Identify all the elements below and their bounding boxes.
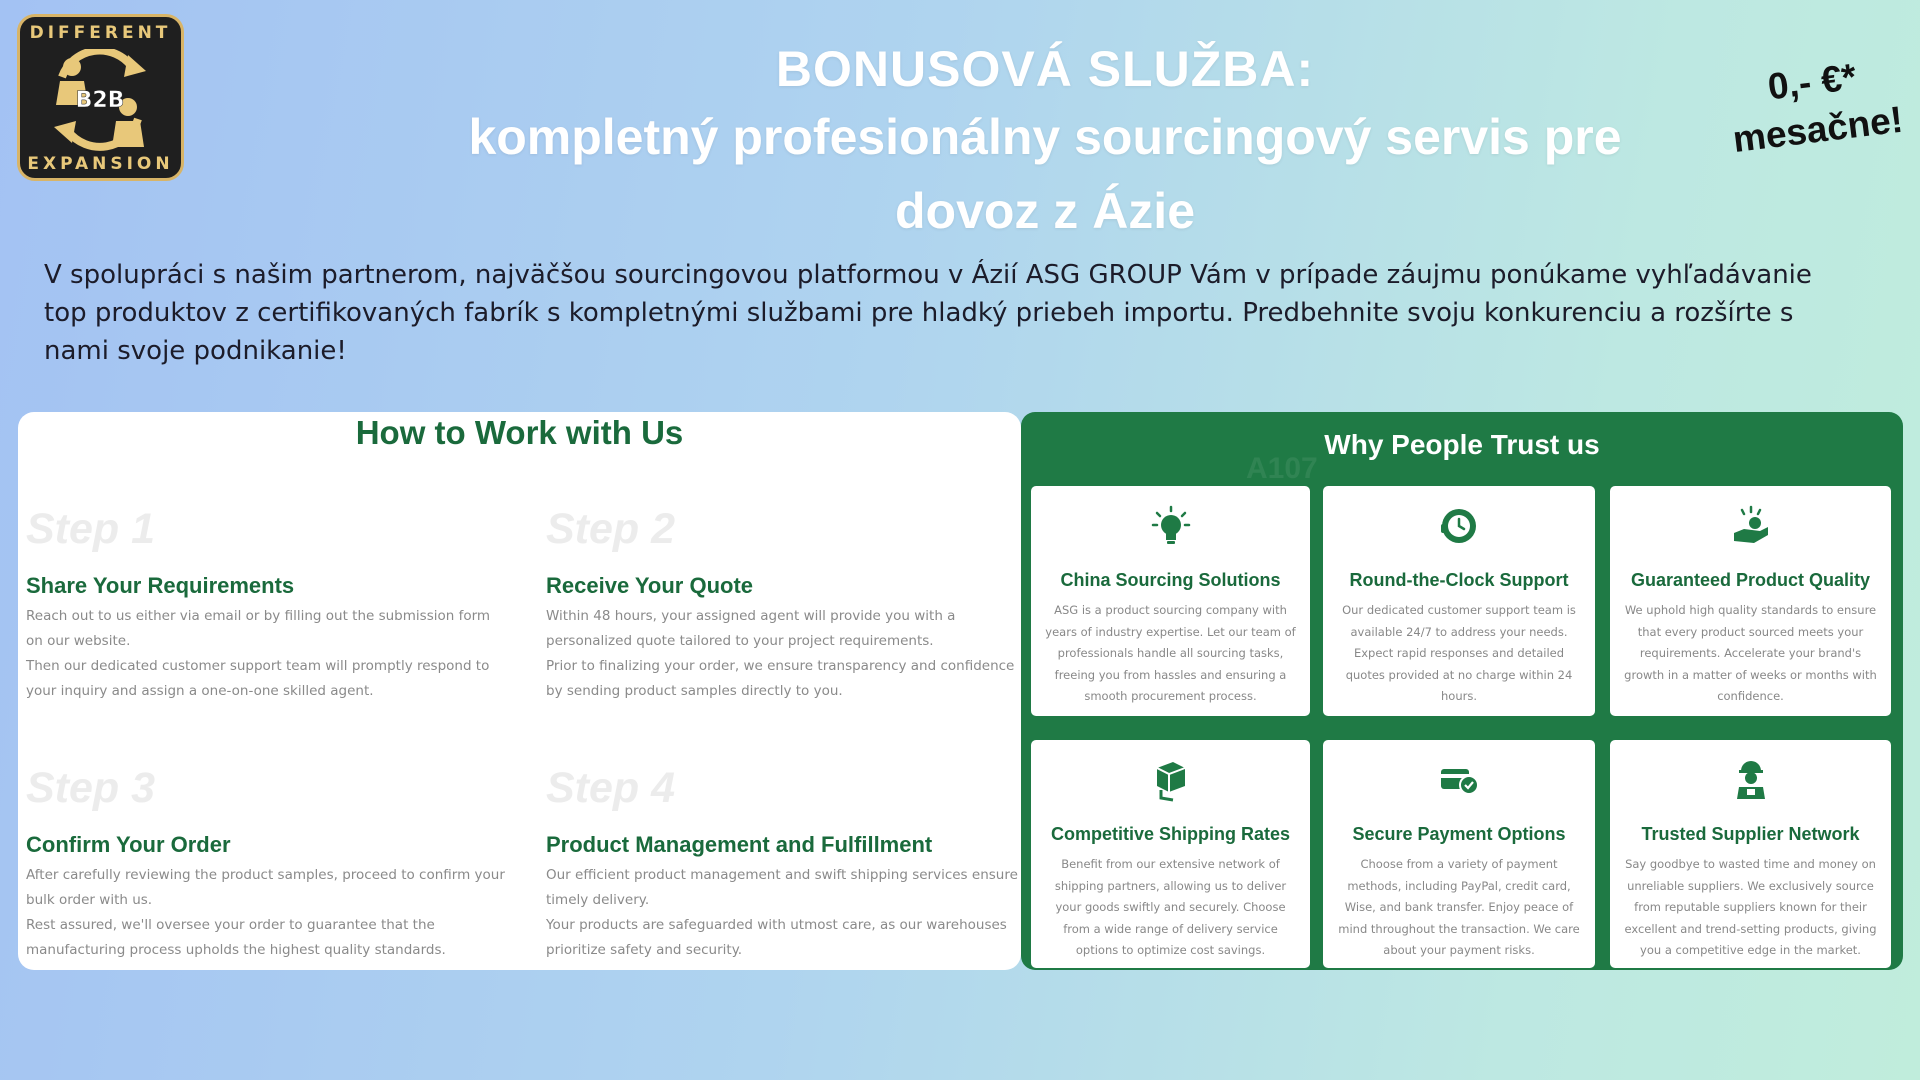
how-to-work-panel [18,412,1021,970]
step-title: Product Management and Fulfillment [546,832,933,857]
card-title: Round-the-Clock Support [1349,570,1569,590]
step-desc-line: Then our dedicated customer support team will promptly respond to your inquiry and assign a one-on-one skilled agent. [26,658,490,699]
support-clock-icon [1337,504,1581,548]
step-desc-line: After carefully reviewing the product samples, proceed to confirm your bulk order with us. [26,867,505,908]
step-desc-line: Rest assured, we'll oversee your order to guarantee that the manufacturing process upholds the highest quality standards. [26,917,446,958]
step-desc-line: Reach out to us either via email or by filling out the submission form on our website. [26,608,491,649]
logo-bottom-text: EXPANSION [27,154,174,174]
price-tag [1710,46,1920,166]
card-description: Choose from a variety of payment methods, including PayPal, credit card, Wise, and bank transfer. Enjoy peace of mind throughout the transaction. We care about your payment risks. [1338,857,1580,957]
trust-card-payment [1323,740,1595,968]
step-desc-line: Your products are safeguarded with utmost care, as our warehouses prioritize safety and security. [546,917,1007,958]
card-title: Competitive Shipping Rates [1050,824,1291,844]
card-description: Our dedicated customer support team is available 24/7 to address your needs. Expect rapid responses and detailed quotes provided at no charge within 24 hours. [1342,603,1576,703]
trust-card-sourcing [1031,486,1310,716]
price-amount: 0,- €* [1765,55,1859,108]
step-number: Step 4 [546,764,676,812]
background-warehouse-label: A107 [1246,452,1318,485]
price-period: mesačne! [1730,98,1906,161]
trust-panel [1021,412,1903,970]
card-title: Trusted Supplier Network [1641,824,1860,844]
headline-line-3: dovoz z Ázie [894,183,1196,239]
headline-line-1: BONUSOVÁ SLUŽBA: [775,41,1315,97]
card-title: Secure Payment Options [1352,824,1566,844]
supplier-person-icon [1624,758,1877,802]
lightbulb-icon [1045,504,1296,548]
trust-title: Why People Trust us [1324,429,1600,460]
step-desc-line: Within 48 hours, your assigned agent will provide you with a personalized quote tailored to your project requirements. [546,608,956,649]
step-desc-line: Prior to finalizing your order, we ensure transparency and confidence by sending product samples directly to you. [546,658,1015,699]
step-title: Share Your Requirements [26,573,295,598]
card-title: China Sourcing Solutions [1060,570,1281,590]
how-to-title: How to Work with Us [355,414,684,451]
card-description: Benefit from our extensive network of shipping partners, allowing us to deliver your goods swiftly and securely. Choose from a wide range of delivery service options to optimize cost savings. [1054,857,1287,957]
card-description: We uphold high quality standards to ensure that every product sourced meets your requirements. Accelerate your brand's growth in a matter of weeks or months with confidence. [1624,603,1877,703]
headline-line-2: kompletný profesionálny sourcingový servis pre [468,109,1622,165]
trust-card-shipping [1031,740,1310,968]
trust-card-quality [1610,486,1891,716]
step-description [546,863,1021,963]
card-description: Say goodbye to wasted time and money on unreliable suppliers. We exclusively source from reputable suppliers known for their excellent and trend-setting products, giving you a competitive edge in the market. [1624,857,1877,957]
card-description: ASG is a product sourcing company with years of industry expertise. Let our team of professionals handle all sourcing tasks, freeing you from hassles and ensuring a smooth procurement process. [1045,603,1296,703]
step-title: Confirm Your Order [26,832,231,857]
brand-logo [17,14,184,181]
step-4 [546,763,1021,963]
logo-center-text: B2B [75,88,125,113]
intro-paragraph: V spolupráci s našim partnerom, najväčšou sourcingovou platformou v Ázií ASG GROUP Vám v prípade záujmu ponúkame vyhľadávanie top produktov z certifikovaných fabrík s kompletnými službami pre hladký priebeh importu. Predbehnite svoju konkurenciu a rozšírte s nami svoje podnikanie! [44,260,1812,366]
step-desc-line: Our efficient product management and swift shipping services ensure timely delivery. [546,867,1018,908]
step-number: Step 2 [546,505,676,553]
trust-card-support [1323,486,1595,716]
step-description [26,604,506,704]
step-description [26,863,506,963]
step-3 [26,763,506,963]
step-number: Step 1 [26,505,156,553]
step-description [546,604,1021,704]
shipping-box-icon [1045,758,1296,802]
step-1 [26,504,506,704]
handshake-people-icon [42,49,159,153]
card-title: Guaranteed Product Quality [1630,570,1871,590]
page-headline [380,38,1710,248]
step-2 [546,504,1021,704]
secure-payment-icon [1337,758,1581,802]
quality-hand-icon [1624,504,1877,548]
step-title: Receive Your Quote [546,573,754,598]
logo-top-text: DIFFERENT [29,23,172,43]
trust-card-suppliers [1610,740,1891,968]
step-number: Step 3 [26,764,156,812]
